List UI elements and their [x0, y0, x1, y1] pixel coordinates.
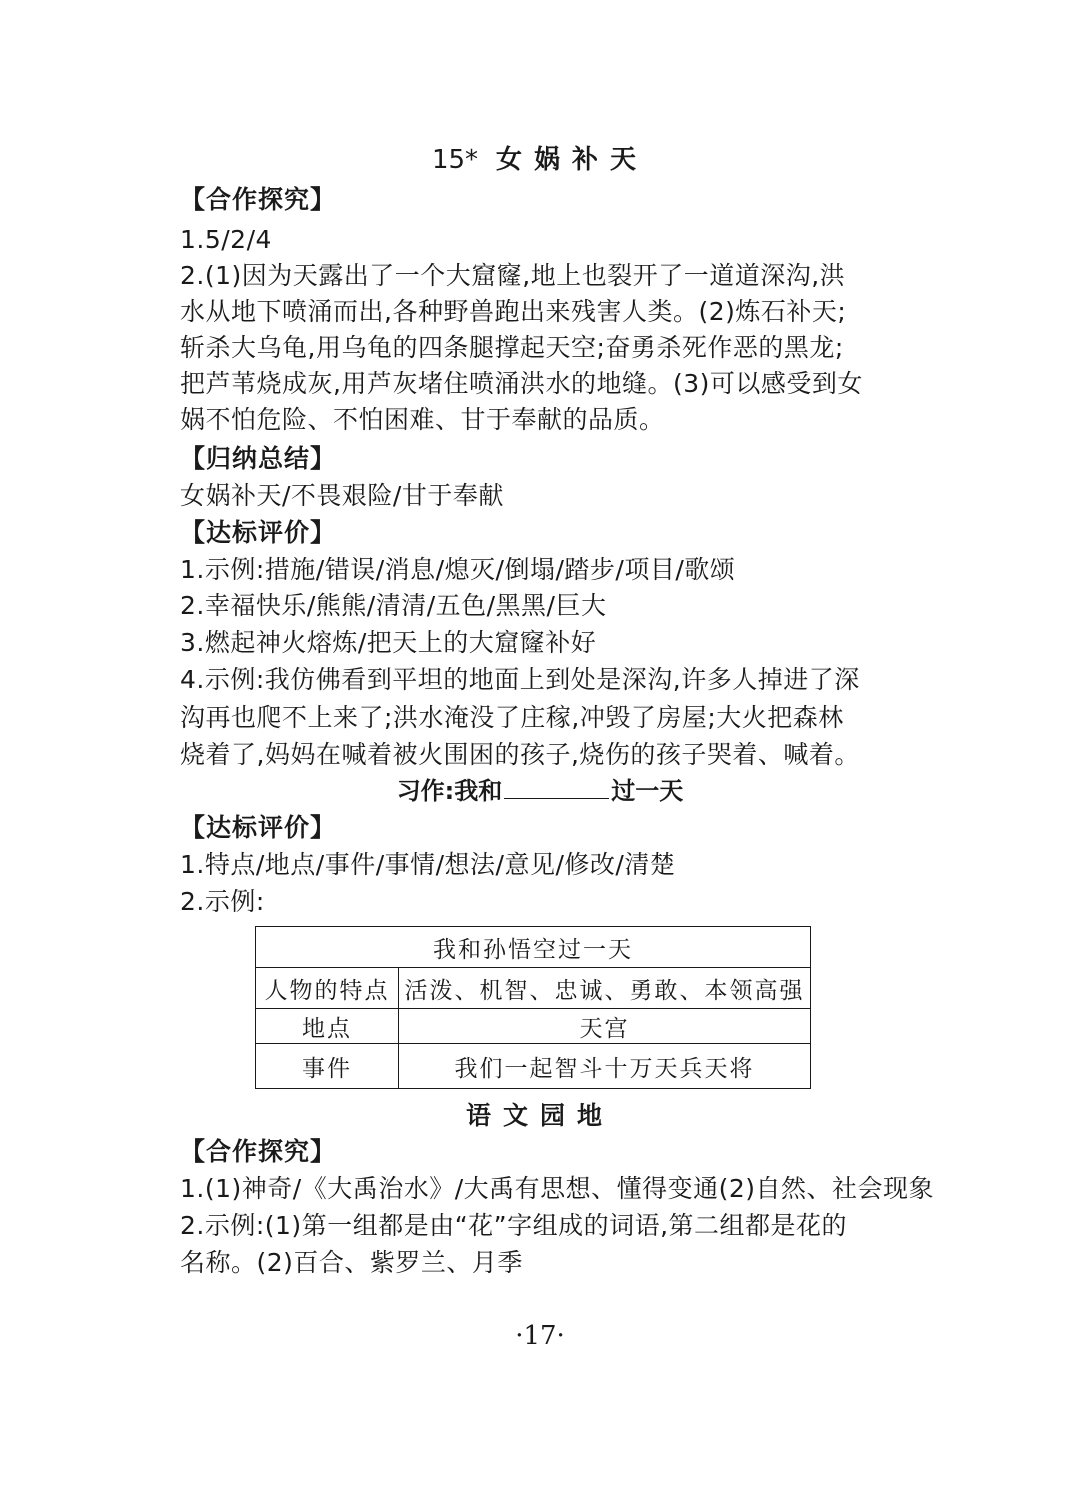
table-caption: 我和孙悟空过一天	[256, 927, 811, 968]
answer-line: 斩杀大乌龟,用乌龟的四条腿撑起天空;奋勇杀死作恶的黑龙;	[180, 333, 844, 362]
example-table	[255, 926, 811, 1089]
answer-line: 2.示例:	[180, 887, 265, 916]
lesson-title-text: 女娲补天	[496, 145, 649, 175]
answer-line: 3.燃起神火熔炼/把天上的大窟窿补好	[180, 628, 597, 657]
section-heading-cooperative-inquiry: 【合作探究】	[180, 1137, 337, 1166]
table-row-label: 事件	[256, 1044, 399, 1089]
answer-line: 水从地下喷涌而出,各种野兽跑出来残害人类。(2)炼石补天;	[180, 297, 847, 326]
table-row-value: 天宫	[399, 1009, 811, 1044]
answer-line: 1.(1)神奇/《大禹治水》/大禹有思想、懂得变通(2)自然、社会现象	[180, 1174, 935, 1203]
table-row	[256, 1044, 811, 1089]
lesson-title	[0, 140, 1080, 180]
answer-line: 沟再也爬不上来了;洪水淹没了庄稼,冲毁了房屋;大火把森林	[180, 703, 844, 732]
table-row-label: 地点	[256, 1009, 399, 1044]
title-blank	[504, 772, 609, 799]
answer-line: 娲不怕危险、不怕困难、甘于奉献的品质。	[180, 405, 665, 434]
writing-title	[0, 771, 1080, 811]
answer-line: 2.示例:(1)第一组都是由“花”字组成的词语,第二组都是花的	[180, 1211, 848, 1240]
answer-line: 1.5/2/4	[180, 225, 272, 254]
answer-line: 4.示例:我仿佛看到平坦的地面上到处是深沟,许多人掉进了深	[180, 665, 860, 694]
lesson-number: 15*	[431, 145, 479, 175]
answer-line: 2.(1)因为天露出了一个大窟窿,地上也裂开了一道道深沟,洪	[180, 261, 846, 290]
answer-line: 1.特点/地点/事件/事情/想法/意见/修改/清楚	[180, 850, 676, 879]
chinese-garden-title	[0, 1096, 1080, 1136]
section-heading-assessment: 【达标评价】	[180, 518, 337, 547]
answer-line: 1.示例:措施/错误/消息/熄灭/倒塌/踏步/项目/歌颂	[180, 555, 736, 584]
table-row	[256, 1009, 811, 1044]
table-row-value: 我们一起智斗十万天兵天将	[399, 1044, 811, 1089]
chinese-garden-title-text: 语文园地	[465, 1101, 614, 1130]
answer-line: 烧着了,妈妈在喊着被火围困的孩子,烧伤的孩子哭着、喊着。	[180, 740, 860, 769]
writing-title-suffix: 过一天	[611, 777, 684, 805]
section-heading-assessment: 【达标评价】	[180, 813, 337, 842]
answer-line: 2.幸福快乐/熊熊/清清/五色/黑黑/巨大	[180, 591, 607, 620]
writing-title-prefix: 习作:我和	[396, 777, 503, 805]
answer-line: 女娲补天/不畏艰险/甘于奉献	[180, 481, 504, 510]
section-heading-cooperative-inquiry: 【合作探究】	[180, 185, 337, 214]
table-row-value: 活泼、机智、忠诚、勇敢、本领高强	[399, 968, 811, 1009]
answer-line: 名称。(2)百合、紫罗兰、月季	[180, 1248, 523, 1277]
table-row	[256, 968, 811, 1009]
answer-line: 把芦苇烧成灰,用芦灰堵住喷涌洪水的地缝。(3)可以感受到女	[180, 369, 863, 398]
table-row-label: 人物的特点	[256, 968, 399, 1009]
page-number: ·17·	[515, 1321, 565, 1351]
section-heading-summary: 【归纳总结】	[180, 444, 337, 473]
